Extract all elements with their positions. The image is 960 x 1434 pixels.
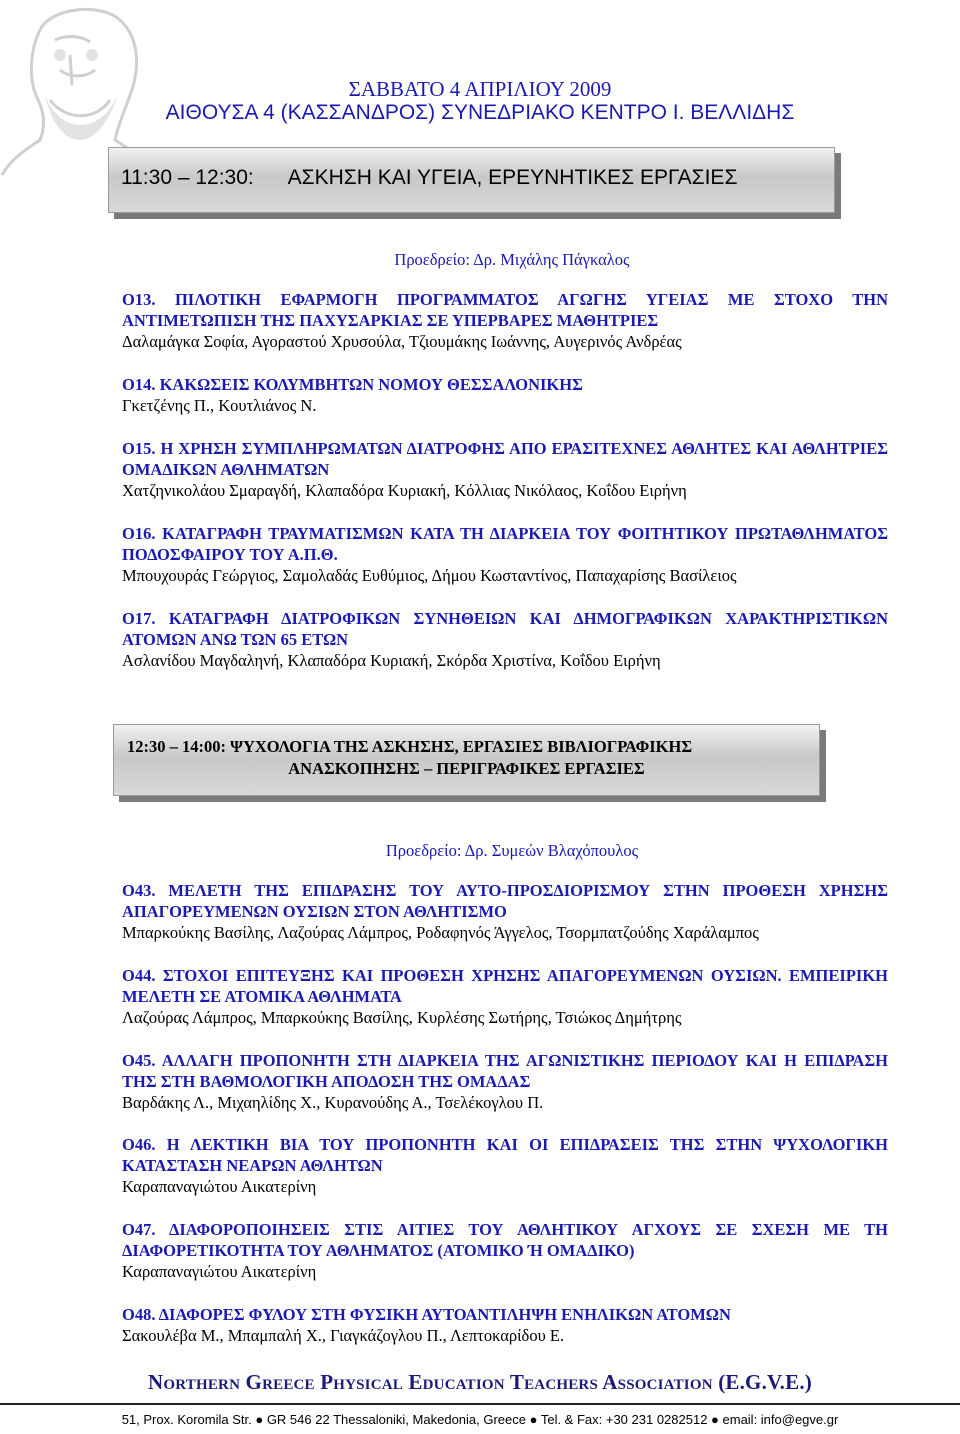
list-item <box>122 608 888 671</box>
item-authors: Λαζούρας Λάμπρος, Μπαρκούκης Βασίλης, Κυρλέσης Σωτήρης, Τσιώκος Δημήτρης <box>122 1008 682 1027</box>
item-title: Ο45. ΑΛΛΑΓΗ ΠΡΟΠΟΝΗΤΗ ΣΤΗ ΔΙΑΡΚΕΙΑ ΤΗΣ ΑΓΩΝΙΣΤΙΚΗΣ ΠΕΡΙΟΔΟΥ ΚΑΙ Η ΕΠΙΔΡΑΣΗ ΤΗΣ ΣΤΗ ΒΑΘΜΟΛΟΓΙΚΗ ΑΠΟΔΟΣΗ ΤΗΣ ΟΜΑΔΑΣ <box>122 1051 888 1091</box>
item-title: Ο15. Η ΧΡΗΣΗ ΣΥΜΠΛΗΡΩΜΑΤΩΝ ΔΙΑΤΡΟΦΗΣ ΑΠΟ ΕΡΑΣΙΤΕΧΝΕΣ ΑΘΛΗΤΕΣ ΚΑΙ ΑΘΛΗΤΡΙΕΣ ΟΜΑΔΙΚΩΝ ΑΘΛΗΜΑΤΩΝ <box>122 439 888 479</box>
item-authors: Δαλαμάγκα Σοφία, Αγοραστού Χρυσούλα, Τζιουμάκης Ιωάννης, Αυγερινός Ανδρέας <box>122 332 682 351</box>
list-item <box>122 880 888 943</box>
footer-org: Northern Greece Physical Education Teachers Association (E.G.V.E.) <box>148 1370 812 1394</box>
list-item <box>122 1304 888 1346</box>
session1-banner <box>108 147 835 213</box>
item-authors: Σακουλέβα Μ., Μπαμπαλή Χ., Γιαγκάζογλου Π., Λεπτοκαρίδου Ε. <box>122 1326 565 1345</box>
list-item <box>122 965 888 1028</box>
session2-heading-line2: ΑΝΑΣΚΟΠΗΣΗΣ – ΠΕΡΙΓΡΑΦΙΚΕΣ ΕΡΓΑΣΙΕΣ <box>288 759 645 778</box>
item-title: Ο46. Η ΛΕΚΤΙΚΗ ΒΙΑ ΤΟΥ ΠΡΟΠΟΝΗΤΗ ΚΑΙ ΟΙ ΕΠΙΔΡΑΣΕΙΣ ΤΗΣ ΣΤΗΝ ΨΥΧΟΛΟΓΙΚΗ ΚΑΤΑΣΤΑΣΗ ΝΕΑΡΩΝ ΑΘΛΗΤΩΝ <box>122 1135 888 1175</box>
list-item <box>122 289 888 352</box>
item-title: Ο47. ΔΙΑΦΟΡΟΠΟΙΗΣΕΙΣ ΣΤΙΣ ΑΙΤΙΕΣ ΤΟΥ ΑΘΛΗΤΙΚΟΥ ΑΓΧΟΥΣ ΣΕ ΣΧΕΣΗ ΜΕ ΤΗ ΔΙΑΦΟΡΕΤΙΚΟΤΗΤΑ ΤΟΥ ΑΘΛΗΜΑΤΟΣ (ΑΤΟΜΙΚΟ Ή ΟΜΑΔΙΚΟ) <box>122 1220 888 1260</box>
item-title: Ο14. ΚΑΚΩΣΕΙΣ ΚΟΛΥΜΒΗΤΩΝ ΝΟΜΟΥ ΘΕΣΣΑΛΟΝΙΚΗΣ <box>122 375 583 394</box>
item-authors: Καραπαναγιώτου Αικατερίνη <box>122 1177 317 1196</box>
item-title: Ο16. ΚΑΤΑΓΡΑΦΗ ΤΡΑΥΜΑΤΙΣΜΩΝ ΚΑΤΑ ΤΗ ΔΙΑΡΚΕΙΑ ΤΟΥ ΦΟΙΤΗΤΙΚΟΥ ΠΡΩΤΑΘΛΗΜΑΤΟΣ ΠΟΔΟΣΦΑΙΡΟΥ ΤΟΥ Α.Π.Θ. <box>122 524 888 564</box>
session2-chair: Προεδρείο: Δρ. Συμεών Βλαχόπουλος <box>385 841 639 860</box>
item-title: Ο44. ΣΤΟΧΟΙ ΕΠΙΤΕΥΞΗΣ ΚΑΙ ΠΡΟΘΕΣΗ ΧΡΗΣΗΣ ΑΠΑΓΟΡΕΥΜΕΝΩΝ ΟΥΣΙΩΝ. ΕΜΠΕΙΡΙΚΗ ΜΕΛΕΤΗ ΣΕ ΑΤΟΜΙΚΑ ΑΘΛΗΜΑΤΑ <box>122 966 888 1006</box>
item-authors: Χατζηνικολάου Σμαραγδή, Κλαπαδόρα Κυριακή, Κόλλιας Νικόλαος, Κοΐδου Ειρήνη <box>122 481 687 500</box>
header-venue: ΑΙΘΟΥΣΑ 4 (ΚΑΣΣΑΝΔΡΟΣ) ΣΥΝΕΔΡΙΑΚΟ ΚΕΝΤΡΟ Ι. ΒΕΛΛΙΔΗΣ <box>165 101 795 124</box>
item-authors: Μπαρκούκης Βασίλης, Λαζούρας Λάμπρος, Ροδαφηνός Άγγελος, Τσορμπατζούδης Χαράλαμπος <box>122 923 759 942</box>
item-title: Ο13. ΠΙΛΟΤΙΚΗ ΕΦΑΡΜΟΓΗ ΠΡΟΓΡΑΜΜΑΤΟΣ ΑΓΩΓΗΣ ΥΓΕΙΑΣ ΜΕ ΣΤΟΧΟ ΤΗΝ ΑΝΤΙΜΕΤΩΠΙΣΗ ΤΗΣ ΠΑΧΥΣΑΡΚΙΑΣ ΣΕ ΥΠΕΡΒΑΡΕΣ ΜΑΘΗΤΡΙΕΣ <box>122 290 888 330</box>
footer-divider <box>0 1403 960 1405</box>
session1-chair: Προεδρείο: Δρ. Μιχάλης Πάγκαλος <box>394 250 630 269</box>
session2-banner <box>113 724 820 796</box>
list-item <box>122 1050 888 1113</box>
item-authors: Γκετζένης Π., Κουτλιάνος Ν. <box>122 396 317 415</box>
list-item <box>122 523 888 586</box>
list-item <box>122 438 888 501</box>
item-authors: Μπουχουράς Γεώργιος, Σαμολαδάς Ευθύμιος, Δήμου Κωσταντίνος, Παπαχαρίσης Βασίλειος <box>122 566 737 585</box>
footer-address: 51, Prox. Koromila Str. ● GR 546 22 Thessaloniki, Makedonia, Greece ● Tel. & Fax: +30 231 0282512 ● email: info@egve.gr <box>121 1412 839 1427</box>
item-title: Ο48. ΔΙΑΦΟΡΕΣ ΦΥΛΟΥ ΣΤΗ ΦΥΣΙΚΗ ΑΥΤΟΑΝΤΙΛΗΨΗ ΕΝΗΛΙΚΩΝ ΑΤΟΜΩΝ <box>122 1305 731 1324</box>
item-authors: Ασλανίδου Μαγδαληνή, Κλαπαδόρα Κυριακή, Σκόρδα Χριστίνα, Κοΐδου Ειρήνη <box>122 651 661 670</box>
session2-heading-line1: 12:30 – 14:00: ΨΥΧΟΛΟΓΙΑ ΤΗΣ ΑΣΚΗΣΗΣ, ΕΡΓΑΣΙΕΣ ΒΙΒΛΙΟΓΡΑΦΙΚΗΣ <box>127 737 693 756</box>
item-title: Ο17. ΚΑΤΑΓΡΑΦΗ ΔΙΑΤΡΟΦΙΚΩΝ ΣΥΝΗΘΕΙΩΝ ΚΑΙ ΔΗΜΟΓΡΑΦΙΚΩΝ ΧΑΡΑΚΤΗΡΙΣΤΙΚΩΝ ΑΤΟΜΩΝ ΑΝΩ ΤΩΝ 65 ΕΤΩΝ <box>122 609 888 649</box>
session1-heading: 11:30 – 12:30: ΑΣΚΗΣΗ ΚΑΙ ΥΓΕΙΑ, ΕΡΕΥΝΗΤΙΚΕΣ ΕΡΓΑΣΙΕΣ <box>121 166 738 189</box>
item-authors: Καραπαναγιώτου Αικατερίνη <box>122 1262 317 1281</box>
list-item <box>122 1219 888 1282</box>
header-date: ΣΑΒΒΑΤΟ 4 ΑΠΡΙΛΙΟΥ 2009 <box>348 77 612 101</box>
item-authors: Βαρδάκης Λ., Μιχαηλίδης Χ., Κυρανούδης Α., Τσελέκογλου Π. <box>122 1093 544 1112</box>
item-title: Ο43. ΜΕΛΕΤΗ ΤΗΣ ΕΠΙΔΡΑΣΗΣ ΤΟΥ ΑΥΤΟ-ΠΡΟΣΔΙΟΡΙΣΜΟΥ ΣΤΗΝ ΠΡΟΘΕΣΗ ΧΡΗΣΗΣ ΑΠΑΓΟΡΕΥΜΕΝΩΝ ΟΥΣΙΩΝ ΣΤΟΝ ΑΘΛΗΤΙΣΜΟ <box>122 881 888 921</box>
list-item <box>122 374 888 416</box>
list-item <box>122 1134 888 1197</box>
